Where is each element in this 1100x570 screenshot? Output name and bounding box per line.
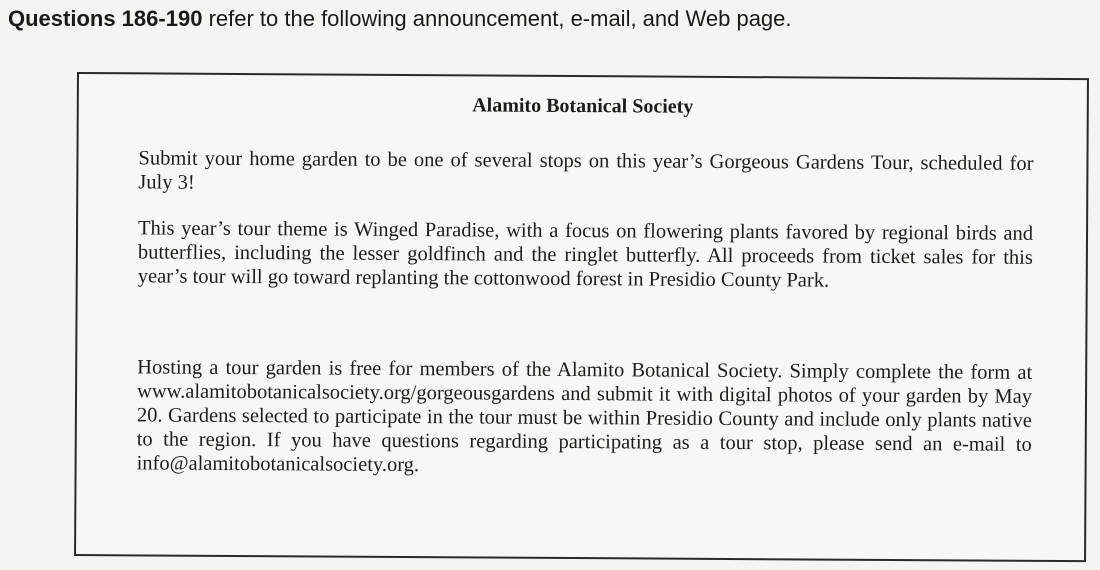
question-text: refer to the following announcement, e-mail, and Web page.	[208, 6, 792, 31]
announcement-paragraph-3: Hosting a tour garden is free for members of the Alamito Botanical Society. Simply complete the form at www.alamitobotanicalsociety.org/gorgeousgardens and submit it with digital photos of your garden by May 20. Gardens selected to participate in the tour must be within Presidio County and include only plants native to the region. If you have questions regarding participating as a tour stop, please send an e-mail to info@alamitobotanicalsociety.org.	[136, 356, 1033, 477]
question-number: Questions 186-190	[8, 6, 203, 31]
announcement-paragraph-1: Submit your home garden to be one of several stops on this year’s Gorgeous Gardens Tour, scheduled for July 3!	[138, 147, 1034, 194]
question-instruction	[8, 6, 792, 32]
announcement-title: Alamito Botanical Society	[472, 94, 694, 118]
announcement-box	[74, 72, 1089, 562]
announcement-paragraph-2: This year’s tour theme is Winged Paradise, with a focus on flowering plants favored by regional birds and butterflies, including the lesser goldfinch and the ringlet butterfly. All proceeds from ticket sales for this year’s tour will go toward replanting the cottonwood forest in Presidio County Park.	[137, 217, 1034, 292]
